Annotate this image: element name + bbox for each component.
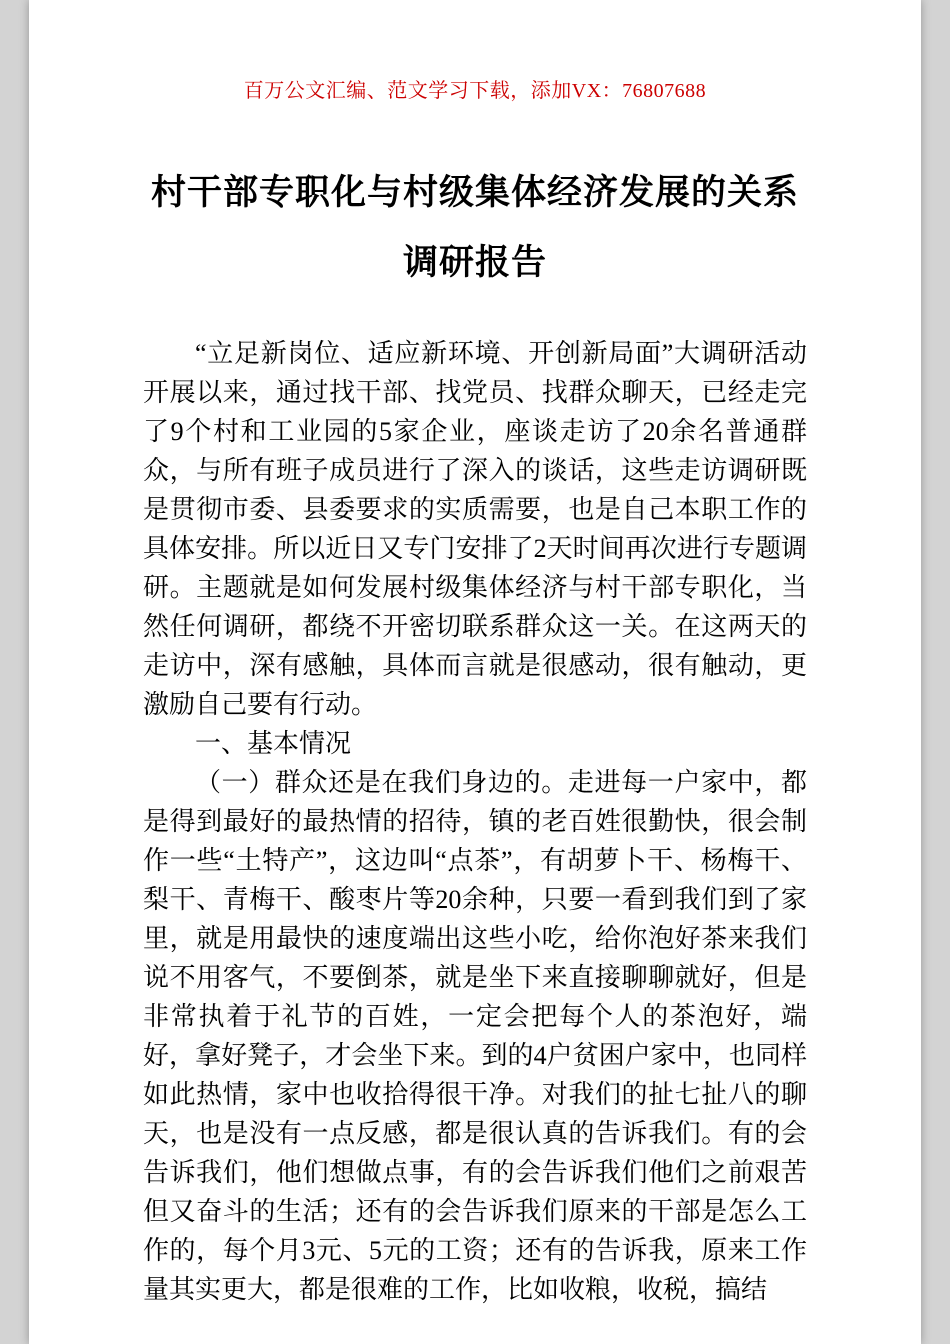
document-page xyxy=(29,0,921,1344)
paragraph-intro: “立足新岗位、适应新环境、开创新局面”大调研活动开展以来，通过找干部、找党员、找群众聊天，已经走完了9个村和工业园的5家企业，座谈走访了20余名普通群众，与所有班子成员进行了深入的谈话，这些走访调研既是贯彻市委、县委要求的实质需要，也是自己本职工作的具体安排。所以近日又专门安排了2天时间再次进行专题调研。主题就是如何发展村级集体经济与村干部专职化，当然任何调研，都绕不开密切联系群众这一关。在这两天的走访中，深有感触，具体而言就是很感动，很有触动，更激励自己要有行动。 xyxy=(143,339,807,719)
paragraph-section-one: （一）群众还是在我们身边的。走进每一户家中，都是得到最好的最热情的招待，镇的老百姓很勤快，很会制作一些“土特产”，这边叫“点茶”，有胡萝卜干、杨梅干、梨干、青梅干、酸枣片等20余种，只要一看到我们到了家里，就是用最快的速度端出这些小吃，给你泡好茶来我们说不用客气，不要倒茶，就是坐下来直接聊聊就好，但是非常执着于礼节的百姓，一定会把每个人的茶泡好，端好，拿好凳子，才会坐下来。到的4户贫困户家中，也同样如此热情，家中也收拾得很干净。对我们的扯七扯八的聊天，也是没有一点反感，都是很认真的告诉我们。有的会告诉我们，他们想做点事，有的会告诉我们他们之前艰苦但又奋斗的生活；还有的会告诉我们原来的干部是怎么工作的，每个月3元、5元的工资；还有的告诉我，原来工作量其实更大，都是很难的工作，比如收粮，收税，搞结 xyxy=(143,768,807,1304)
document-title xyxy=(143,158,807,298)
document-title-line-1: 村干部专职化与村级集体经济发展的关系 xyxy=(150,173,799,212)
document-title-line-2: 调研报告 xyxy=(402,243,547,282)
document-body xyxy=(143,334,807,1309)
section-heading-basic-situation: 一、基本情况 xyxy=(195,729,352,758)
header-notice: 百万公文汇编、范文学习下载，添加VX：76807688 xyxy=(243,80,707,102)
